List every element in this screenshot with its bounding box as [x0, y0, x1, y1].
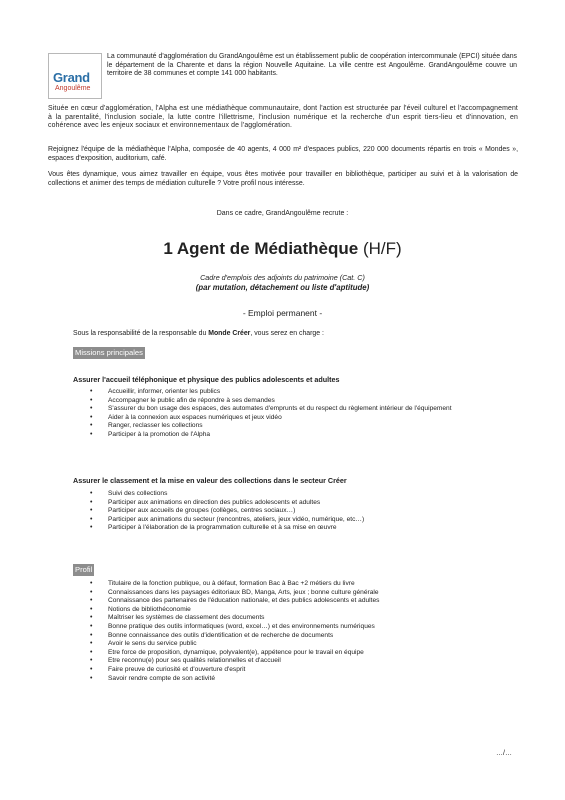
- list-item: • Ranger, reclasser les collections: [90, 422, 510, 431]
- logo-text-grand: Grand: [53, 70, 90, 85]
- employment-type: - Emploi permanent -: [242, 308, 323, 318]
- list-item: • Notions de bibliothéconomie: [90, 606, 510, 615]
- list-item: • Participer à l'élaboration de la programmation culturelle et à sa mise en œuvre: [90, 524, 510, 533]
- list-item: • Participer aux animations du secteur (rencontres, ateliers, jeux vidéo, numérique, etc…): [90, 516, 510, 525]
- cadre-emplois: Cadre d'emplois des adjoints du patrimoine (Cat. C): [200, 273, 365, 282]
- mission-list-accueil: [90, 388, 510, 440]
- profil-section-label: Profil: [75, 565, 93, 574]
- list-item: • S'assurer du bon usage des espaces, des automates d'emprunts et du respect du règlement intérieur de l'équipement: [90, 405, 510, 414]
- list-item: • Bonne connaissance des outils d'identification et de recherche de documents: [90, 632, 510, 641]
- logo-text-angouleme: Angoulême: [55, 85, 91, 92]
- list-item: • Connaissances dans les paysages éditoriaux BD, Manga, Arts, jeux ; bonne culture générale: [90, 589, 510, 598]
- job-title-suffix: (H/F): [358, 239, 402, 258]
- list-item: • Etre force de proposition, dynamique, polyvalent(e), appétence pour le travail en équipe: [90, 649, 510, 658]
- resp-after: , vous serez en charge :: [250, 330, 324, 337]
- list-item: • Connaissance des partenaires de l'éducation nationale, et des publics adolescents et adultes: [90, 597, 510, 606]
- recruit-line: Dans ce cadre, GrandAngoulême recrute :: [216, 210, 349, 217]
- recruitment-modes: (par mutation, détachement ou liste d'aptitude): [195, 283, 370, 292]
- mission-heading-accueil: Assurer l'accueil téléphonique et physique des publics adolescents et adultes: [73, 375, 340, 384]
- intro-paragraph: La communauté d'agglomération du GrandAngoulême est un établissement public de coopération intercommunale (EPCI) située dans le département de la Charente et dans la région Nouvelle Aquitaine. La ville centre est Angoulême. GrandAngoulême couvre un territoire de 38 communes et compte 141 000 habitants.: [107, 53, 517, 77]
- list-item: • Aider à la connexion aux espaces numériques et jeux vidéo: [90, 414, 510, 423]
- list-item: • Etre reconnu(e) pour ses qualités relationnelles et d'accueil: [90, 657, 510, 666]
- mission-heading-collections: Assurer le classement et la mise en valeur des collections dans le secteur Créer: [73, 476, 347, 485]
- job-title-main: 1 Agent de Médiathèque: [163, 239, 359, 258]
- missions-section-label: Missions principales: [75, 348, 143, 357]
- list-item: • Participer aux accueils de groupes (collèges, centres sociaux…): [90, 507, 510, 516]
- list-item: • Accompagner le public afin de répondre à ses demandes: [90, 397, 510, 406]
- list-item: • Titulaire de la fonction publique, ou à défaut, formation Bac à Bac +2 métiers du livre: [90, 580, 510, 589]
- list-item: • Bonne pratique des outils informatiques (word, excel…) et des environnements numériques: [90, 623, 510, 632]
- job-title: [0, 239, 565, 259]
- list-item: • Suivi des collections: [90, 490, 510, 499]
- grandangouleme-logo: [48, 53, 102, 99]
- team-paragraph: Rejoignez l'équipe de la médiathèque l'Alpha, composée de 40 agents, 4 000 m² d'espaces publics, 220 000 documents répartis en trois « Mondes », espaces d'exposition, auditorium, café.: [48, 146, 518, 162]
- list-item: • Savoir rendre compte de son activité: [90, 675, 510, 684]
- resp-monde: Monde Créer: [208, 330, 251, 337]
- responsibility-line: [73, 330, 324, 337]
- list-item: • Participer aux animations en direction des publics adolescents et adultes: [90, 499, 510, 508]
- list-item: • Faire preuve de curiosité et d'ouverture d'esprit: [90, 666, 510, 675]
- resp-before: Sous la responsabilité de la responsable du: [73, 330, 209, 337]
- alpha-description: Située en cœur d'agglomération, l'Alpha est une médiathèque communautaire, dont l'action est structurée par l'éveil culturel et l'accompagnement à la parentalité, l'inclusion sociale, la lutte contre l'illettrisme, l'inclusion numérique et la recherche d'un esprit tiers-lieu et d'innovation, en cohérence avec les enjeux sociaux et environnementaux de l'agglomération.: [48, 105, 518, 129]
- mission-list-collections: [90, 490, 510, 533]
- profile-call-paragraph: Vous êtes dynamique, vous aimez travailler en équipe, vous êtes motivée pour travailler en bibliothèque, participer au suivi et à la valorisation de collections et animer des temps de médiation culturelle ? Votre profil nous intéresse.: [48, 171, 518, 187]
- profil-list: [90, 580, 510, 683]
- continuation-mark: …/…: [496, 750, 512, 757]
- list-item: • Avoir le sens du service public: [90, 640, 510, 649]
- list-item: • Accueillir, informer, orienter les publics: [90, 388, 510, 397]
- list-item: • Maîtriser les systèmes de classement des documents: [90, 614, 510, 623]
- list-item: • Participer à la promotion de l'Alpha: [90, 431, 510, 440]
